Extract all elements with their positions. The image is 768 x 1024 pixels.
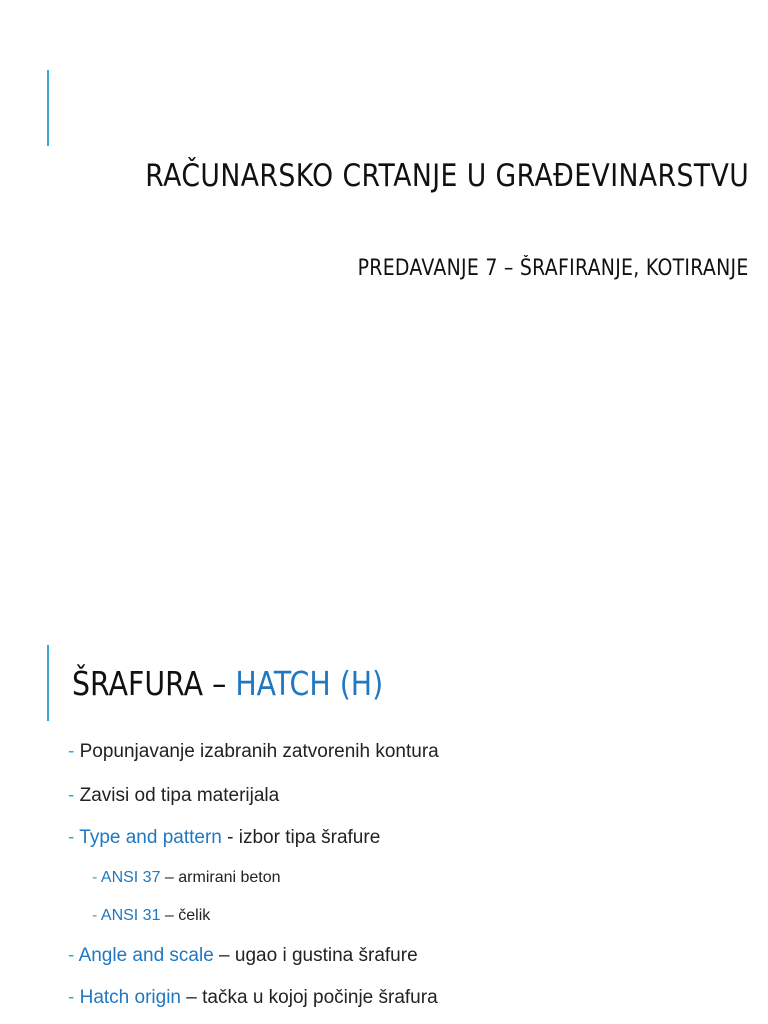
item-term: Type and pattern xyxy=(79,827,222,848)
item-text: – ugao i gustina šrafure xyxy=(213,945,418,966)
hatch-slide xyxy=(0,512,768,1024)
bullet-dash: - xyxy=(68,945,75,966)
item-term: ANSI 31 xyxy=(100,907,161,924)
bullet-dash: - xyxy=(92,869,98,886)
lecture-subtitle: PREDAVANJE 7 – ŠRAFIRANJE, KOTIRANJE xyxy=(358,256,749,281)
item-term: ANSI 37 xyxy=(100,869,161,886)
bullet-dash: - xyxy=(68,785,75,806)
heading-prefix: ŠRAFURA – xyxy=(72,664,236,703)
heading-accent: HATCH (H) xyxy=(235,664,384,703)
accent-bar xyxy=(47,645,49,721)
item-text: – tačka u kojoj počinje šrafura xyxy=(181,987,438,1008)
bullet-dash: - xyxy=(68,827,75,848)
item-text: - izbor tipa šrafure xyxy=(221,827,381,848)
list-item xyxy=(68,827,380,849)
item-term: Angle and scale xyxy=(78,945,214,966)
accent-bar xyxy=(47,70,49,146)
bullet-dash: - xyxy=(68,741,75,762)
list-item xyxy=(68,987,438,1009)
list-item xyxy=(68,741,439,763)
slide-heading xyxy=(72,664,383,703)
sub-list-item xyxy=(92,869,281,887)
item-text: – čelik xyxy=(160,907,211,924)
item-text: Popunjavanje izabranih zatvorenih kontura xyxy=(79,741,439,762)
course-title: RAČUNARSKO CRTANJE U GRAĐEVINARSTVU xyxy=(145,158,749,194)
item-text: Zavisi od tipa materijala xyxy=(79,785,280,806)
bullet-dash: - xyxy=(68,987,75,1008)
sub-list-item xyxy=(92,907,210,925)
list-item xyxy=(68,785,279,807)
bullet-dash: - xyxy=(92,907,98,924)
item-text: – armirani beton xyxy=(160,869,281,886)
list-item xyxy=(68,945,418,967)
item-term: Hatch origin xyxy=(79,987,181,1008)
